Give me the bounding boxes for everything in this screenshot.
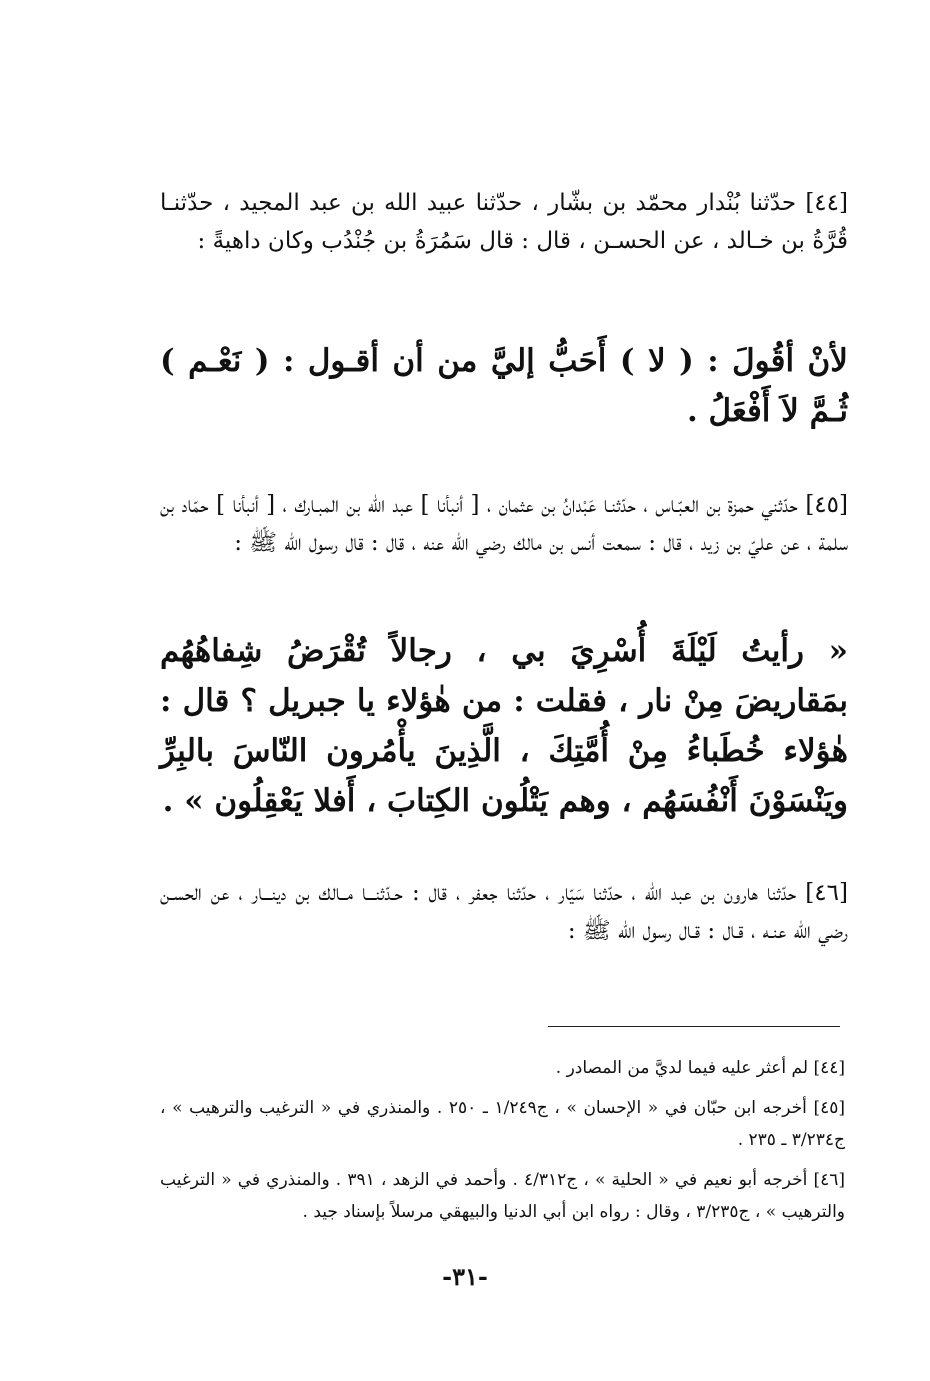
footnote-44: [٤٤] لم أعثر عليه فيما لديَّ من المصادر . <box>555 1058 845 1078</box>
footnote-46: [٤٦] أخرجه أبو نعيم في « الحلية » ، ج٤/٣١٢ . وأحمد في الزهد ، ٣٩١ . والمنذري في « الترغيب والترهيب » ، ج٣/٢٣٥ ، وقال : رواه ابن أبي الدنيا والبيهقي مرسلاً بإسناد جيد . <box>160 1170 845 1222</box>
narration-44: [٤٤] حدّثنا بُنْدار محمّد بن بشّار ، حدّثنا عبيد الله بن عبد المجيد ، حدّثنـا قُرَّةُ بن خـالد ، عن الحسـن ، قال : قال سَمُرَةُ بن جُنْدُب وكان داهيةً : <box>160 190 848 254</box>
narration-46: [٤٦] حدّثنا هارون بن عبد الله ، حدّثنا سَيّار ، حدّثنا جعفر ، قال : حـدّثنـــا مــالك بن دينـــار ، عن الحسـن رضي الله عنـه ، قـال : قـال رسول الله ﷺ : <box>160 880 848 944</box>
matn-45: « رأيتُ لَيْلَةَ أُسْرِيَ بي ، رجالاً تُقْرَضُ شِفاهُهُم بمَقاريضَ مِنْ نار ، فقلت : من هٰؤلاء يا جبريل ؟ قال : هٰؤلاء خُطَباءُ مِنْ أُمَّتِكَ ، الَّذِينَ يأْمُرون النّاسَ بالبِرِّ ويَنْسَوْنَ أَنْفُسَهُم ، وهم يَتْلُون الكِتابَ ، أَفلا يَعْقِلُون » . <box>160 633 848 819</box>
narration-45: [٤٥] حدّثني حمزة بن العبّـاس ، حدّثنـا عَبْدانُ بن عثمان ، [ أنبأنا ] عبد الله بن المبـارك ، [ أنبأنا ] حمّاد بن سلمة ، عن عليّ بن زيد ، قال : سمعت أنس بن مالك رضي الله عنه ، قال : قال رسول الله ﷺ : <box>160 492 848 556</box>
footnote-separator <box>548 1026 840 1027</box>
footnote-45: [٤٥] أخرجه ابن حبّان في « الإحسان » ، ج١/٢٤٩ ـ ٢٥٠ . والمنذري في « الترغيب والترهيب » ، ج٣/٢٣٤ ـ ٢٣٥ . <box>160 1098 846 1150</box>
matn-44: لأنْ أقُولَ : ( لا ) أَحَبُّ إليَّ من أن أقـول : ( نَعْـم ) ثُـمَّ لاَ أَفْعَلُ . <box>160 343 848 429</box>
page-number: -٣١- <box>442 1262 488 1291</box>
